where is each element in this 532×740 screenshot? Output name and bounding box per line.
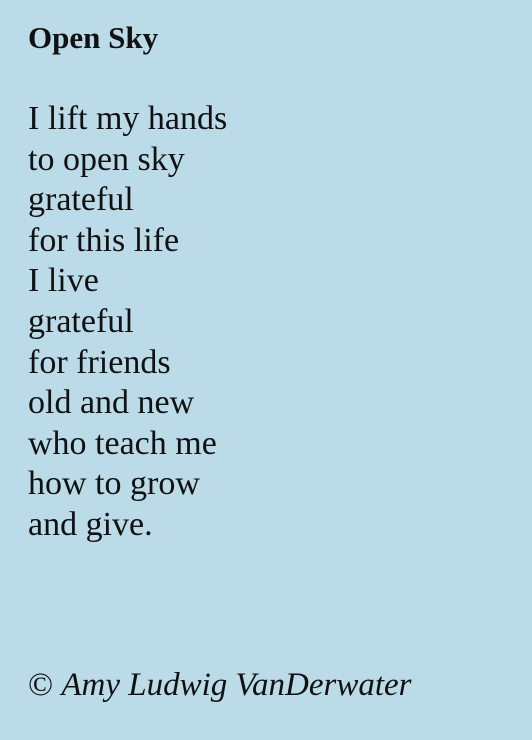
poem-line: to open sky [28, 140, 185, 178]
poem-body [28, 99, 227, 546]
poem-line: grateful [28, 181, 134, 219]
poem-line: I lift my hands [28, 100, 228, 137]
poem-title: Open Sky [28, 20, 159, 55]
poem-line: for friends [28, 343, 171, 381]
copyright-line [28, 665, 412, 705]
copyright-symbol: © [28, 667, 54, 703]
author-name: Amy Ludwig VanDerwater [61, 667, 412, 703]
poem-line: who teach me [28, 424, 217, 462]
poem-line: how to grow [28, 465, 200, 503]
poem-line: for this life [28, 221, 180, 259]
poem-line: old and new [28, 384, 195, 422]
poem-line: and give. [28, 505, 153, 543]
poem-line: I live [28, 262, 99, 300]
poem-line: grateful [28, 302, 134, 340]
